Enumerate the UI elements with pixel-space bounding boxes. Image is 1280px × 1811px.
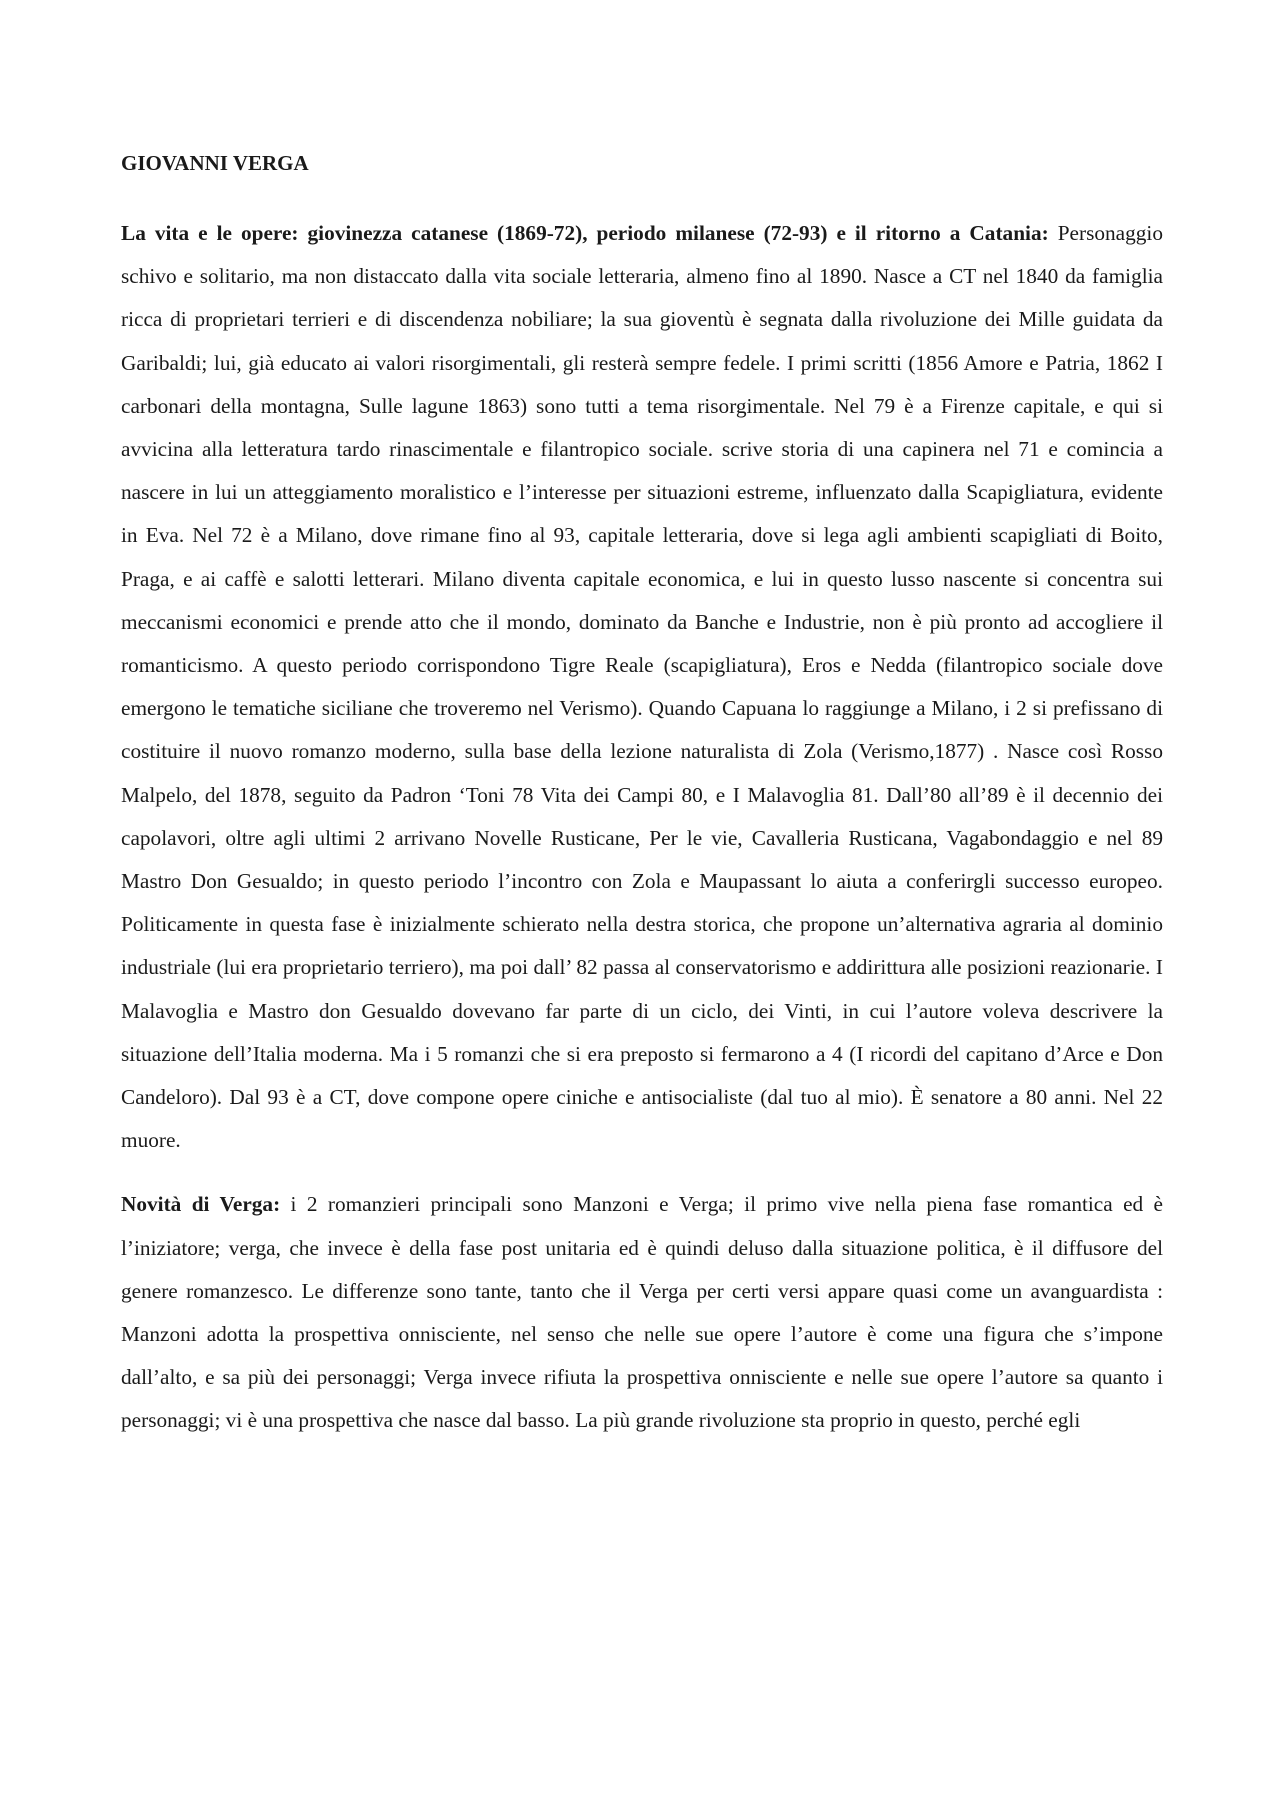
section-heading-life-works: La vita e le opere: giovinezza catanese (1869-72), periodo milanese (72-93) e il ritorno a Catania: [121, 221, 1049, 245]
section-body-life-works: Personaggio schivo e solitario, ma non distaccato dalla vita sociale letteraria, almeno fino al 1890. Nasce a CT nel 1840 da famiglia ricca di proprietari terrieri e di discendenza nobiliare; la sua gioventù è segnata dalla rivoluzione dei Mille guidata da Garibaldi; lui, già educato ai valori risorgimentali, gli resterà sempre fedele. I primi scritti (1856 Amore e Patria, 1862 I carbonari della montagna, Sulle lagune 1863) sono tutti a tema risorgimentale. Nel 79 è a Firenze capitale, e qui si avvicina alla letteratura tardo rinascimentale e filantropico sociale. scrive storia di una capinera nel 71 e comincia a nascere in lui un atteggiamento moralistico e l’interesse per situazioni estreme, influenzato dalla Scapigliatura, evidente in Eva. Nel 72 è a Milano, dove rimane fino al 93, capitale letteraria, dove si lega agli ambienti scapigliati di Boito, Praga, e ai caffè e salotti letterari. Milano diventa capitale economica, e lui in questo lusso nascente si concentra sui meccanismi economici e prende atto che il mondo, dominato da Banche e Industrie, non è più pronto ad accogliere il romanticismo. A questo periodo corrispondono Tigre Reale (scapigliatura), Eros e Nedda (filantropico sociale dove emergono le tematiche siciliane che troveremo nel Verismo). Quando Capuana lo raggiunge a Milano, i 2 si prefissano di costituire il nuovo romanzo moderno, sulla base della lezione naturalista di Zola (Verismo,1877) . Nasce così Rosso Malpelo, del 1878, seguito da Padron ‘Toni 78 Vita dei Campi 80, e I Malavoglia 81. Dall’80 all’89 è il decennio dei capolavori, oltre agli ultimi 2 arrivano Novelle Rusticane, Per le vie, Cavalleria Rusticana, Vagabondaggio e nel 89 Mastro Don Gesualdo; in questo periodo l’incontro con Zola e Maupassant lo aiuta a conferirgli successo europeo. Politicamente in questa fase è inizialmente schierato nella destra storica, che propone un’alternativa agraria al dominio industriale (lui era proprietario terriero), ma poi dall’ 82 passa al conservatorismo e addirittura alle posizioni reazionarie. I Malavoglia e Mastro don Gesualdo dovevano far parte di un ciclo, dei Vinti, in cui l’autore voleva descrivere la situazione dell’Italia moderna. Ma i 5 romanzi che si era preposto si fermarono a 4 (I ricordi del capitano d’Arce e Don Candeloro). Dal 93 è a CT, dove compone opere ciniche e antisocialiste (dal tuo al mio). È senatore a 80 anni. Nel 22 muore. [121, 221, 1163, 1153]
section-body-novelties: i 2 romanzieri principali sono Manzoni e Verga; il primo vive nella piena fase romantica ed è l’iniziatore; verga, che invece è della fase post unitaria ed è quindi deluso dalla situazione politica, è il diffusore del genere romanzesco. Le differenze sono tante, tanto che il Verga per certi versi appare quasi come un avanguardista : Manzoni adotta la prospettiva onnisciente, nel senso che nelle sue opere l’autore è come una figura che s’impone dall’alto, e sa più dei personaggi; Verga invece rifiuta la prospettiva onnisciente e nelle sue opere l’autore sa quanto i personaggi; vi è una prospettiva che nasce dal basso. La più grande rivoluzione sta proprio in questo, perché egli [121, 1192, 1164, 1433]
section-heading-novelties: Novità di Verga: [121, 1192, 281, 1217]
document-title: GIOVANNI VERGA [121, 151, 309, 175]
document-page [121, 148, 1163, 1464]
paragraph-novelties [121, 1183, 1163, 1442]
paragraph-life-works [121, 212, 1163, 1162]
